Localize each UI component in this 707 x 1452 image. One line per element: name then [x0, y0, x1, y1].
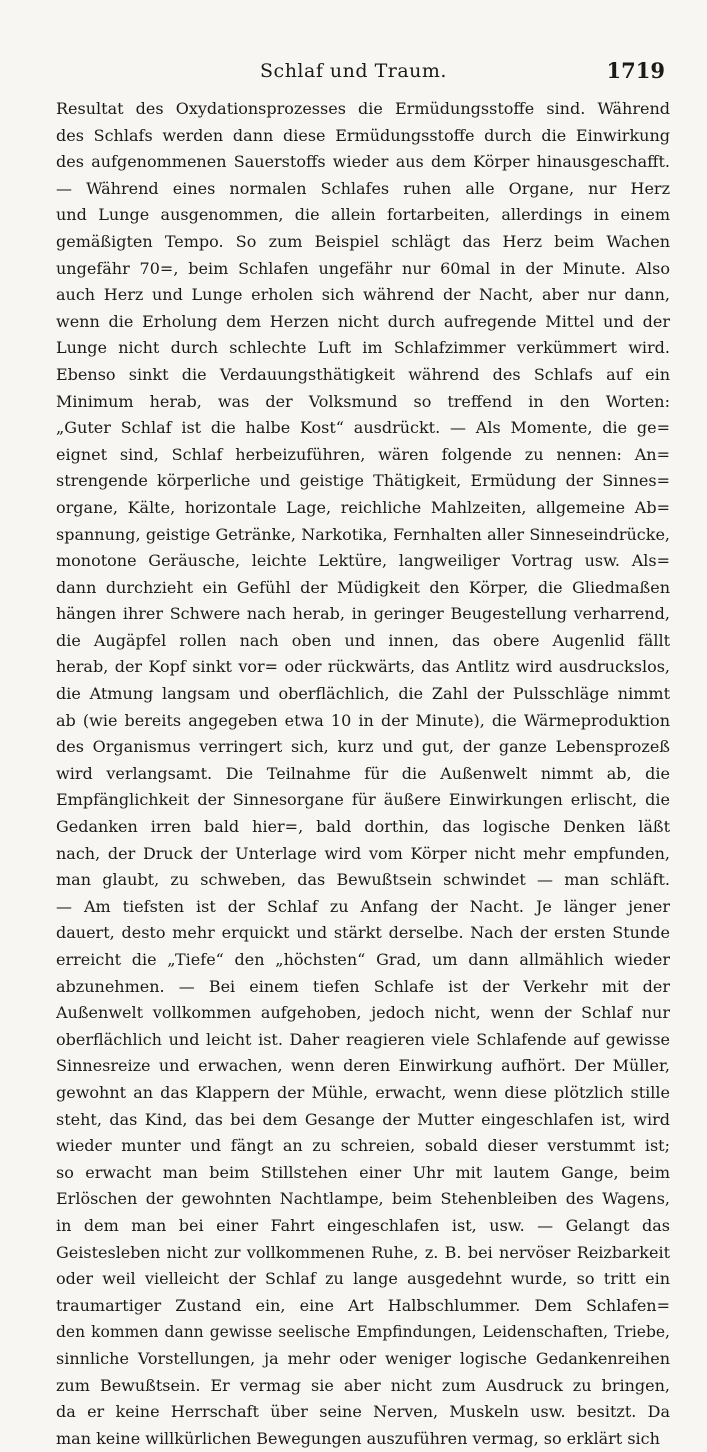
text-line: spannung, geistige Getränke, Narkotika, Fernhalten aller Sinneseindrücke, — [56, 524, 670, 544]
text-line: steht, das Kind, das bei dem Gesange der Mutter eingeschlafen ist, wird — [56, 1109, 670, 1129]
text-line: gemäßigten Tempo. So zum Beispiel schlägt das Herz beim Wachen — [56, 231, 670, 251]
text-line: „Guter Schlaf ist die halbe Kost“ ausdrückt. — Als Momente, die ge= — [56, 418, 670, 438]
text-line: strengende körperliche und geistige Thätigkeit, Ermüdung der Sinnes= — [56, 471, 670, 491]
running-head — [0, 52, 707, 92]
text-line: des aufgenommenen Sauerstoffs wieder aus dem Körper hinausgeschafft. — [56, 152, 670, 172]
text-line: — Am tiefsten ist der Schlaf zu Anfang der Nacht. Je länger jener — [56, 896, 670, 916]
text-line: Lunge nicht durch schlechte Luft im Schlafzimmer verkümmert wird. — [56, 338, 670, 358]
text-line: organe, Kälte, horizontale Lage, reichliche Mahlzeiten, allgemeine Ab= — [56, 497, 670, 517]
text-line: ab (wie bereits angegeben etwa 10 in der Minute), die Wärmeproduktion — [56, 710, 670, 730]
text-line: wird verlangsamt. Die Teilnahme für die Außenwelt nimmt ab, die — [56, 763, 670, 783]
text-line: die Augäpfel rollen nach oben und innen, das obere Augenlid fällt — [56, 630, 670, 650]
text-line: dauert, desto mehr erquickt und stärkt derselbe. Nach der ersten Stunde — [56, 923, 670, 943]
text-line: gewohnt an das Klappern der Mühle, erwacht, wenn diese plötzlich stille — [56, 1082, 670, 1102]
text-line: so erwacht man beim Stillstehen einer Uhr mit lautem Gange, beim — [56, 1162, 670, 1182]
text-line: und Lunge ausgenommen, die allein fortarbeiten, allerdings in einem — [56, 205, 670, 225]
running-title: Schlaf und Traum. — [260, 60, 447, 82]
text-line: — Während eines normalen Schlafes ruhen alle Organe, nur Herz — [56, 178, 670, 198]
text-line: Außenwelt vollkommen aufgehoben, jedoch nicht, wenn der Schlaf nur — [56, 1003, 670, 1023]
text-line: dann durchzieht ein Gefühl der Müdigkeit den Körper, die Gliedmaßen — [56, 577, 670, 597]
text-line: hängen ihrer Schwere nach herab, in geringer Beugestellung verharrend, — [56, 604, 670, 624]
text-line: nach, der Druck der Unterlage wird vom Körper nicht mehr empfunden, — [56, 843, 670, 863]
text-line: Empfänglichkeit der Sinnesorgane für äußere Einwirkungen erlischt, die — [56, 790, 670, 810]
text-line: Ebenso sinkt die Verdauungsthätigkeit während des Schlafs auf ein — [56, 364, 670, 384]
text-line: den kommen dann gewisse seelische Empfindungen, Leidenschaften, Triebe, — [56, 1323, 670, 1342]
text-line: die Atmung langsam und oberflächlich, die Zahl der Pulsschläge nimmt — [56, 684, 670, 704]
text-line: monotone Geräusche, leichte Lektüre, langweiliger Vortrag usw. Als= — [56, 551, 670, 571]
text-line: Gedanken irren bald hier=, bald dorthin, das logische Denken läßt — [56, 817, 670, 837]
text-line: zum Bewußtsein. Er vermag sie aber nicht zum Ausdruck zu bringen, — [56, 1375, 670, 1395]
text-line: Minimum herab, was der Volksmund so treffend in den Worten: — [56, 391, 670, 411]
text-line: Geistesleben nicht zur vollkommenen Ruhe, z. B. bei nervöser Reizbarkeit — [56, 1242, 670, 1262]
text-line: ungefähr 70=, beim Schlafen ungefähr nur 60mal in der Minute. Also — [56, 258, 670, 278]
text-line: wenn die Erholung dem Herzen nicht durch aufregende Mittel und der — [56, 311, 670, 331]
text-line: Sinnesreize und erwachen, wenn deren Einwirkung aufhört. Der Müller, — [56, 1056, 670, 1076]
text-line: da er keine Herrschaft über seine Nerven, Muskeln usw. besitzt. Da — [56, 1402, 670, 1422]
text-line: wieder munter und fängt an zu schreien, sobald dieser verstummt ist; — [56, 1136, 670, 1156]
text-line: traumartiger Zustand ein, eine Art Halbschlummer. Dem Schlafen= — [56, 1295, 670, 1315]
text-line: des Organismus verringert sich, kurz und gut, der ganze Lebensprozeß — [56, 737, 670, 757]
text-line: herab, der Kopf sinkt vor= oder rückwärts, das Antlitz wird ausdruckslos, — [56, 657, 670, 677]
body-text — [56, 96, 670, 1452]
text-line: Erlöschen der gewohnten Nachtlampe, beim Stehenbleiben des Wagens, — [56, 1189, 670, 1209]
text-line: man glaubt, zu schweben, das Bewußtsein schwindet — man schläft. — [56, 870, 670, 890]
page-number: 1719 — [606, 58, 665, 83]
text-line: man keine willkürlichen Bewegungen auszuführen vermag, so erklärt sich — [56, 1428, 660, 1448]
text-line: eignet sind, Schlaf herbeizuführen, wären folgende zu nennen: An= — [56, 444, 670, 464]
text-line: auch Herz und Lunge erholen sich während der Nacht, aber nur dann, — [56, 285, 670, 305]
text-line: oder weil vielleicht der Schlaf zu lange ausgedehnt wurde, so tritt ein — [56, 1269, 670, 1289]
text-line: sinnliche Vorstellungen, ja mehr oder weniger logische Gedankenreihen — [56, 1348, 670, 1368]
text-line: in dem man bei einer Fahrt eingeschlafen ist, usw. — Gelangt das — [56, 1215, 670, 1235]
text-line: erreicht die „Tiefe“ den „höchsten“ Grad, um dann allmählich wieder — [56, 950, 670, 969]
text-line: abzunehmen. — Bei einem tiefen Schlafe ist der Verkehr mit der — [56, 976, 670, 996]
text-line: Resultat des Oxydationsprozesses die Ermüdungsstoffe sind. Während — [56, 99, 670, 118]
text-line: oberflächlich und leicht ist. Daher reagieren viele Schlafende auf gewisse — [56, 1029, 670, 1049]
text-line: des Schlafs werden dann diese Ermüdungsstoffe durch die Einwirkung — [56, 125, 670, 145]
